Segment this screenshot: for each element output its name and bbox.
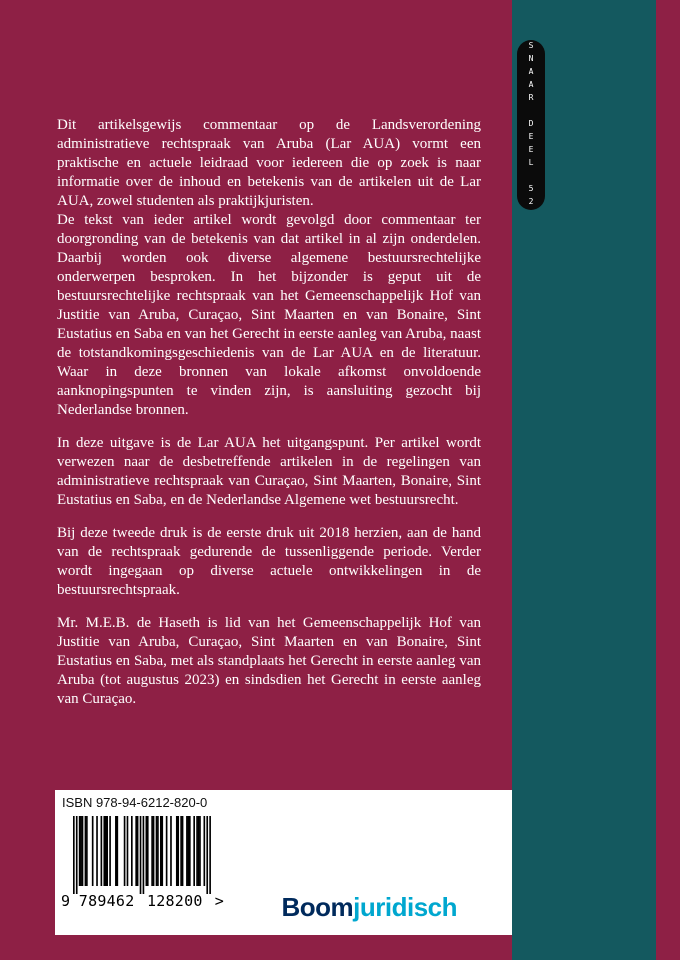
ean13-barcode bbox=[61, 816, 235, 917]
blurb-paragraph: In deze uitgave is de Lar AUA het uitgangspunt. Per artikel wordt verwezen naar de desbetreffende artikelen in de regelingen van administratieve rechtspraak van Curaçao, Sint Maarten, Bonaire, Sint Eustatius en Saba, en de Nederlandse Algemene wet bestuursrecht. bbox=[57, 435, 481, 508]
blurb-text bbox=[57, 116, 481, 709]
publisher-logo bbox=[281, 892, 457, 923]
blurb-paragraph: Dit artikelsgewijs commentaar op de Landsverordening administratieve rechtspraak van Aruba (Lar AUA) vormt een praktische en actuele leidraad voor iedereen die op zoek is naar informatie over de inhoud en betekenis van de artikelen uit de Lar AUA, zowel studenten als praktijkjuristen. bbox=[57, 117, 481, 209]
publisher-logo-boom: Boom bbox=[281, 892, 354, 922]
svg-text:>: > bbox=[214, 892, 224, 910]
isbn-panel bbox=[55, 790, 512, 935]
series-badge-label: SNAAR DEEL 52 bbox=[526, 40, 536, 210]
author-paragraph: Mr. M.E.B. de Haseth is lid van het Gemeenschappelijk Hof van Justitie van Aruba, Curaçao, Sint Maarten en van Bonaire, Sint Eustatius en Saba, met als standplaats het Gerecht in eerste aanleg van Aruba (tot augustus 2023) en sindsdien het Gerecht in eerste aanleg van Curaçao. bbox=[57, 615, 481, 707]
blurb-paragraph: De tekst van ieder artikel wordt gevolgd door commentaar ter doorgronding van de betekenis van dat artikel in al zijn onderdelen. Daarbij worden ook diverse algemene bestuursrechtelijke onderwerpen besproken. In het bijzonder is geput uit de bestuursrechtelijke rechtspraak van het Gemeenschappelijk Hof van Justitie van Aruba, Curaçao, Sint Maarten en van Bonaire, Sint Eustatius en Saba en van het Gerecht in eerste aanleg van Aruba, naast de totstandkomingsgeschiedenis van de Lar AUA en de literatuur. Waar in deze bronnen van lokale afkomst onvoldoende aanknopingspunten te vinden zijn, is aansluiting gezocht bij Nederlandse bronnen. bbox=[57, 212, 481, 418]
svg-text:9: 9 bbox=[61, 892, 71, 910]
series-badge bbox=[517, 40, 545, 210]
publisher-logo-juridisch: juridisch bbox=[353, 892, 457, 922]
blurb-paragraph: Bij deze tweede druk is de eerste druk uit 2018 herzien, aan de hand van de rechtspraak gedurende de tussenliggende periode. Verder wordt ingegaan op diverse actuele ontwikkelingen in de bestuursrechtspraak. bbox=[57, 525, 481, 598]
svg-text:789462: 789462 bbox=[78, 892, 135, 910]
isbn-label: ISBN 978-94-6212-820-0 bbox=[62, 795, 208, 810]
svg-text:128200: 128200 bbox=[146, 892, 203, 910]
